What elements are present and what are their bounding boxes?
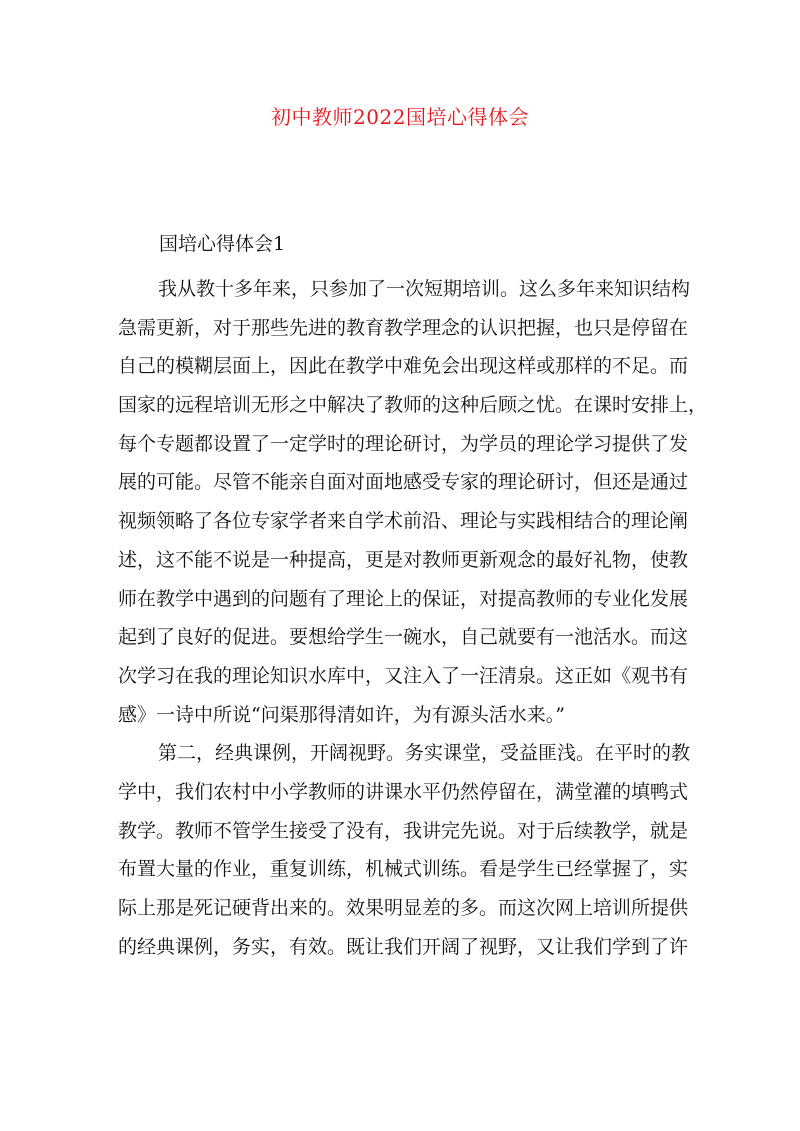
paragraph-line: 布置大量的作业，重复训练，机械式训练。看是学生已经掌握了，实 [118,858,689,881]
paragraph-line: 视频领略了各位专家学者来自学术前沿、理论与实践相结合的理论阐 [118,510,689,533]
paragraph-line: 学中，我们农村中小学教师的讲课水平仍然停留在，满堂灌的填鸭式 [118,780,689,803]
paragraph-line: 第二，经典课例，开阔视野。务实课堂，受益匪浅。在平时的教 [158,742,691,765]
paragraph-line: 自己的模糊层面上，因此在教学中难免会出现这样或那样的不足。而 [118,355,689,378]
paragraph-line: 感》一诗中所说“问渠那得清如许，为有源头活水来。” [118,703,565,726]
paragraph-1 [118,270,708,734]
document-body [118,270,708,966]
paragraph-line: 际上那是死记硬背出来的。效果明显差的多。而这次网上培训所提供 [118,897,689,919]
paragraph-line: 急需更新，对于那些先进的教育教学理念的认识把握，也只是停留在 [118,316,689,339]
paragraph-line: 的经典课例，务实，有效。既让我们开阔了视野，又让我们学到了许 [118,935,689,958]
paragraph-line: 教学。教师不管学生接受了没有，我讲完先说。对于后续教学，就是 [118,819,689,842]
paragraph-line: 我从教十多年来，只参加了一次短期培训。这么多年来知识结构 [158,278,691,300]
paragraph-2 [118,734,691,966]
section-heading: 国培心得体会1 [159,233,286,255]
paragraph-line: 师在教学中遇到的问题有了理论上的保证，对提高教师的专业化发展 [118,587,689,610]
paragraph-line: 述，这不能不说是一种提高，更是对教师更新观念的最好礼物，使教 [118,548,689,571]
paragraph-line: 次学习在我的理论知识水库中，又注入了一汪清泉。这正如《观书有 [118,664,689,687]
document-title: 初中教师2022国培心得体会 [271,105,529,129]
paragraph-line: 每个专题都设置了一定学时的理论研讨，为学员的理论学习提供了发 [118,432,689,455]
paragraph-line: 起到了良好的促进。要想给学生一碗水，自己就要有一池活水。而这 [118,626,689,649]
paragraph-line: 展的可能。尽管不能亲自面对面地感受专家的理论研讨，但还是通过 [118,471,689,494]
paragraph-line: 国家的远程培训无形之中解决了教师的这种后顾之忧。在课时安排上， [118,394,708,417]
